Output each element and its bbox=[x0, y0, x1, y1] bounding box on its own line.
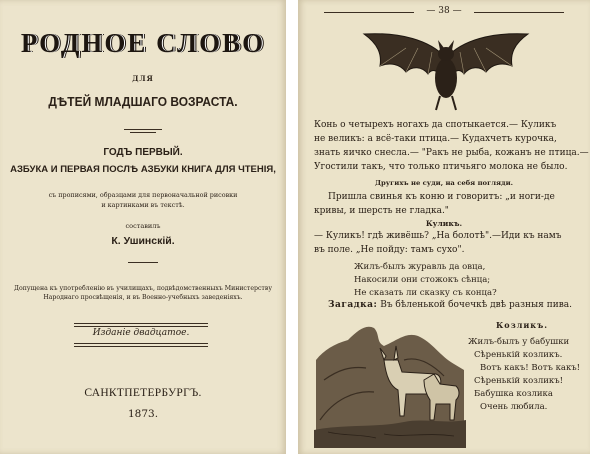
divider-rule-2 bbox=[128, 262, 158, 263]
kulik-line-2: въ поле. „Не пойду: тамъ сухо". bbox=[314, 245, 465, 255]
book-description: АЗБУКА И ПЕРВАЯ ПОСЛѢ АЗБУКИ КНИГА ДЛЯ ЧТЕНІЯ, bbox=[10, 164, 276, 175]
zagadka-label: Загадка: bbox=[328, 300, 378, 310]
approval-note-line1: Допущена къ употребленію въ училищахъ, подвѣдомственныхъ Министерству bbox=[14, 285, 272, 292]
publication-city: САНКТПЕТЕРБУРГЪ. bbox=[84, 387, 202, 399]
divider-rule bbox=[124, 129, 162, 130]
kulik-line-1: — Куликъ! гдѣ живёшь? „На болотѣ".—Иди къ намъ bbox=[314, 231, 562, 241]
book-subtitle: ДѢТЕЙ МЛАДШАГО ВОЗРАСТА. bbox=[48, 94, 238, 109]
kozlik-line-1: Жилъ-былъ у бабушки bbox=[468, 337, 570, 347]
left-page-title bbox=[0, 0, 286, 454]
kulik-heading: Куликъ. bbox=[425, 219, 463, 228]
approval-note-line2: Народнаго просвѣщенія, и въ Военно-учебныхъ заведеніяхъ. bbox=[43, 294, 243, 301]
pig-line-2: кривы, и шерсть не гладка." bbox=[314, 206, 449, 216]
header-rule-right bbox=[474, 12, 564, 13]
kozlik-line-2: Сѣренькій козликъ. bbox=[474, 350, 563, 360]
publication-year: 1873. bbox=[127, 408, 159, 420]
zagadka-text: Въ бѣленькой бочечкѣ двѣ разныя пива. bbox=[380, 300, 572, 310]
crane-line-2: Накосили они стожокъ сѣнца; bbox=[354, 275, 491, 285]
crane-line-1: Жилъ-былъ журавль да овца, bbox=[354, 262, 486, 272]
kozlik-line-5: Бабушка козлика bbox=[474, 389, 553, 399]
riddle-line-1: Конь о четырехъ ногахъ да спотыкается.— Куликъ bbox=[314, 120, 557, 130]
bat-illustration bbox=[360, 18, 532, 118]
riddle-line-3: знать яичко снесла.— "Ракъ не рыба, кожанъ не птица.— bbox=[314, 148, 589, 158]
year-label: ГОДЪ ПЕРВЫЙ. bbox=[103, 147, 183, 158]
proverb-heading: Другихъ не суди, на себя погляди. bbox=[375, 179, 513, 187]
author-name: К. Ушинскій. bbox=[111, 235, 175, 247]
goats-illustration bbox=[314, 320, 466, 448]
pig-line-1: Пришла свинья къ коню и говоритъ: „и ноги-де bbox=[328, 192, 555, 202]
zagadka-line bbox=[328, 300, 572, 310]
divider-rule-short bbox=[130, 132, 156, 133]
kozlik-line-3: Вотъ какъ! Вотъ какъ! bbox=[480, 363, 581, 373]
title-for-word: ДЛЯ bbox=[132, 74, 154, 83]
contents-note-line1: съ прописями, образцами для первоначальной рисовки bbox=[48, 191, 238, 199]
compiled-by-label: составилъ bbox=[125, 222, 161, 230]
riddle-line-2: не великъ: а всё-таки птица.— Кудахчетъ курочка, bbox=[314, 134, 557, 144]
kozlik-line-6: Очень любила. bbox=[480, 402, 548, 412]
page-number: — 38 — bbox=[426, 6, 462, 16]
right-page-38 bbox=[298, 0, 590, 454]
edition-label: Изданіе двадцатое. bbox=[92, 328, 190, 338]
book-title: РОДНОЕ СЛОВО bbox=[20, 28, 266, 58]
riddle-line-4: Угостили такъ, что только птичьяго молока не было. bbox=[314, 162, 568, 172]
kozlik-line-4: Сѣренькій козликъ! bbox=[474, 376, 564, 386]
crane-line-3: Не сказать ли сказку съ конца? bbox=[354, 288, 497, 298]
kozlik-heading: Козликъ. bbox=[496, 320, 548, 330]
contents-note-line2: и картинками въ текстѣ. bbox=[101, 201, 185, 209]
